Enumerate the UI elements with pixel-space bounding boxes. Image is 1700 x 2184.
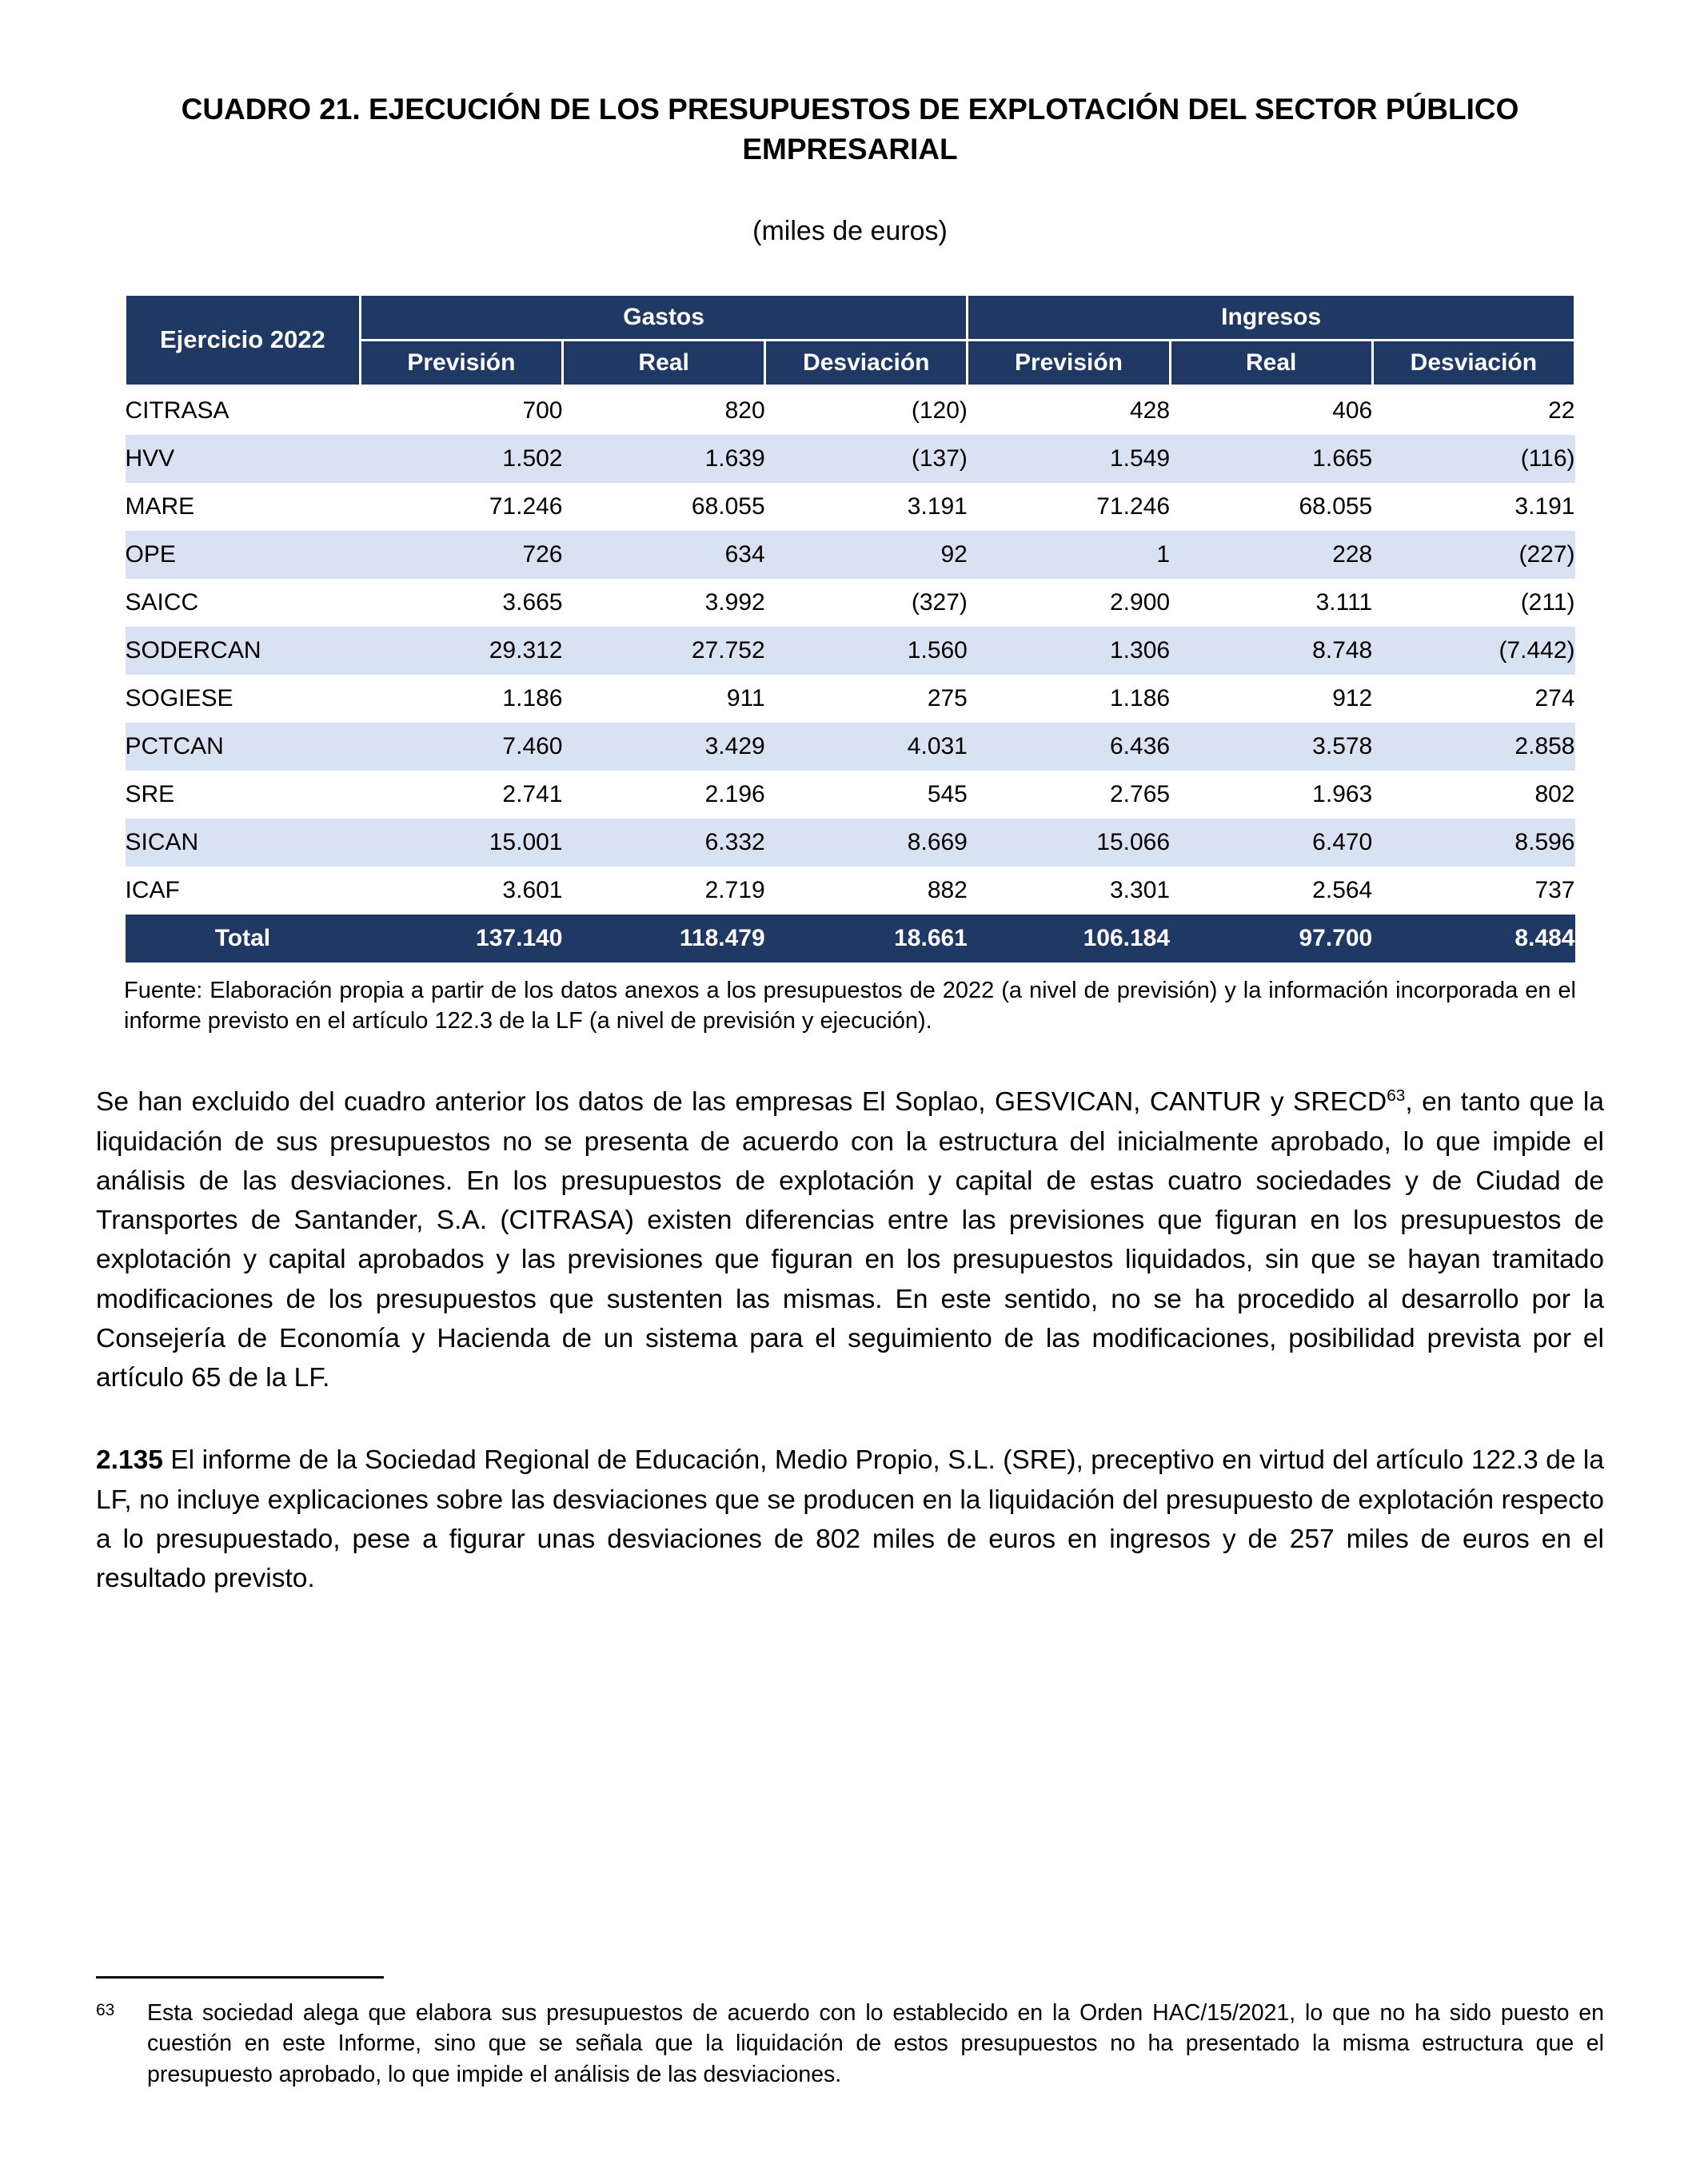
value-cell: 700 — [522, 397, 563, 424]
value-cell: 3.665 — [502, 588, 563, 616]
company-name-cell: SAICC — [125, 588, 199, 616]
value-cell: 68.055 — [691, 492, 765, 520]
value-cell: (227) — [1372, 531, 1574, 579]
value-cell: 911 — [726, 684, 765, 711]
table-row — [126, 579, 1575, 627]
table-body — [126, 385, 1575, 962]
table-row — [126, 771, 1575, 819]
footnote-63 — [96, 1998, 1604, 2090]
value-cell: 726 — [360, 531, 562, 579]
column-header-real-ingresos: Real — [1170, 340, 1372, 385]
total-value-cell: 118.479 — [563, 915, 765, 962]
value-cell: 802 — [1534, 780, 1575, 807]
table-row — [126, 385, 1575, 435]
budget-execution-table — [124, 293, 1576, 962]
value-cell: (116) — [1372, 435, 1574, 483]
footnote-reference: 63 — [1387, 1086, 1406, 1106]
total-value-cell: 97.700 — [1170, 915, 1372, 962]
value-cell: 2.858 — [1372, 723, 1574, 771]
total-value-cell: 18.661 — [765, 915, 968, 962]
table-total-row — [126, 915, 1575, 962]
value-cell: 1.186 — [1109, 684, 1171, 711]
value-cell: 2.196 — [704, 780, 765, 807]
value-cell: 428 — [1130, 397, 1171, 424]
table-row — [126, 435, 1575, 483]
value-cell: 228 — [1170, 531, 1372, 579]
value-cell: 6.470 — [1170, 819, 1372, 867]
value-cell: 4.031 — [765, 723, 968, 771]
value-cell: 8.669 — [765, 819, 968, 867]
table-row — [126, 483, 1575, 531]
value-cell: 6.332 — [563, 819, 765, 867]
paragraph-text: El informe de la Sociedad Regional de Educación, Medio Propio, S.L. (SRE), preceptivo en virtud del artículo 122.3 de la LF, no incluye explicaciones sobre las desviaciones que se producen en la liquidación del presupuesto de explotación respecto a lo presupuestado, pese a figurar unas desviaciones de 802 miles de euros en ingresos y de 257 miles de euros en el resultado previsto. — [96, 1445, 1604, 1593]
value-cell: 882 — [927, 876, 968, 903]
value-cell: 15.066 — [968, 819, 1170, 867]
column-header-desviacion-gastos: Desviación — [765, 340, 968, 385]
company-name-cell: SICAN — [126, 819, 361, 867]
value-cell: (7.442) — [1372, 627, 1574, 675]
value-cell: 1.963 — [1312, 780, 1373, 807]
table-row — [126, 819, 1575, 867]
company-name-cell: SOGIESE — [125, 684, 233, 711]
value-cell: 3.191 — [907, 492, 968, 520]
paragraph-2-135 — [96, 1441, 1604, 1598]
value-cell: (137) — [765, 435, 968, 483]
value-cell: 3.578 — [1170, 723, 1372, 771]
value-cell: 2.900 — [1109, 588, 1171, 616]
value-cell: 8.748 — [1170, 627, 1372, 675]
company-name-cell: ICAF — [125, 876, 180, 903]
company-name-cell: SODERCAN — [126, 627, 361, 675]
column-header-desviacion-ingresos: Desviación — [1372, 340, 1574, 385]
value-cell: 6.436 — [968, 723, 1170, 771]
paragraph-text: , en tanto que la liquidación de sus presupuestos no se presenta de acuerdo con la estructura del inicialmente aprobado, lo que impide el análisis de las desviaciones. En los presupuestos de explotación y capital de estas cuatro sociedades y de Ciudad de Transportes de Santander, S.A. (CITRASA) existen diferencias entre las previsiones que figuran en los presupuestos de explotación y capital aprobados y las previsiones que figuran en los presupuestos liquidados, sin que se hayan tramitado modificaciones de los presupuestos que sustenten las mismas. En este sentido, no se ha procedido al desarrollo por la Consejería de Economía y Hacienda de un sistema para el seguimiento de las modificaciones, posibilidad prevista por el artículo 65 de la LF. — [96, 1087, 1604, 1393]
value-cell: 15.001 — [360, 819, 562, 867]
table-row — [126, 723, 1575, 771]
value-cell: (120) — [911, 397, 968, 424]
value-cell: 2.765 — [1109, 780, 1171, 807]
value-cell: 275 — [927, 684, 968, 711]
value-cell: 820 — [724, 397, 765, 424]
value-cell: 1.186 — [502, 684, 563, 711]
value-cell: 406 — [1332, 397, 1373, 424]
value-cell: 29.312 — [360, 627, 562, 675]
column-header-prevision-ingresos: Previsión — [968, 340, 1170, 385]
total-value-cell: 8.484 — [1372, 915, 1574, 962]
value-cell: 92 — [765, 531, 968, 579]
total-value-cell: 137.140 — [360, 915, 562, 962]
value-cell: 1.665 — [1170, 435, 1372, 483]
value-cell: 1.560 — [765, 627, 968, 675]
footnote-number: 63 — [96, 2000, 115, 2019]
value-cell: 2.564 — [1312, 876, 1373, 903]
value-cell: 634 — [563, 531, 765, 579]
corner-header: Ejercicio 2022 — [126, 294, 361, 385]
value-cell: 71.246 — [489, 492, 563, 520]
group-header-gastos: Gastos — [360, 294, 968, 340]
value-cell: (211) — [1520, 588, 1575, 616]
table-header — [126, 294, 1575, 385]
value-cell: 3.111 — [1315, 588, 1373, 616]
footnote-separator — [96, 1976, 384, 1979]
table-row — [126, 675, 1575, 723]
value-cell: 22 — [1548, 397, 1575, 424]
total-label-cell: Total — [126, 915, 361, 962]
value-cell: 7.460 — [360, 723, 562, 771]
table-row — [126, 531, 1575, 579]
value-cell: 2.741 — [502, 780, 563, 807]
column-header-real-gastos: Real — [563, 340, 765, 385]
value-cell: 1.639 — [563, 435, 765, 483]
table-row — [126, 867, 1575, 915]
paragraph-number: 2.135 — [96, 1445, 163, 1476]
company-name-cell: PCTCAN — [126, 723, 361, 771]
total-value-cell: 106.184 — [968, 915, 1170, 962]
page-title: CUADRO 21. EJECUCIÓN DE LOS PRESUPUESTOS DE EXPLOTACIÓN DEL SECTOR PÚBLICO EMPRESARIAL — [181, 93, 1519, 165]
company-name-cell: HVV — [126, 435, 361, 483]
value-cell: 1 — [968, 531, 1170, 579]
value-cell: 1.306 — [968, 627, 1170, 675]
value-cell: (327) — [911, 588, 968, 616]
value-cell: 3.191 — [1514, 492, 1575, 520]
value-cell: 8.596 — [1372, 819, 1574, 867]
value-cell: 3.992 — [704, 588, 765, 616]
company-name-cell: MARE — [125, 492, 195, 520]
value-cell: 3.601 — [502, 876, 563, 903]
company-name-cell: SRE — [125, 780, 175, 807]
value-cell: 3.301 — [1109, 876, 1171, 903]
value-cell: 3.429 — [563, 723, 765, 771]
value-cell: 1.502 — [360, 435, 562, 483]
value-cell: 912 — [1332, 684, 1373, 711]
company-name-cell: CITRASA — [125, 397, 229, 424]
value-cell: 68.055 — [1299, 492, 1373, 520]
value-cell: 27.752 — [563, 627, 765, 675]
paragraph-text: Se han excluido del cuadro anterior los datos de las empresas El Soplao, GESVICAN, CANTUR y SRECD — [96, 1087, 1387, 1118]
value-cell: 737 — [1534, 876, 1575, 903]
footnote-area — [96, 1976, 1604, 2090]
value-cell: 274 — [1534, 684, 1575, 711]
group-header-ingresos: Ingresos — [968, 294, 1575, 340]
paragraph-exclusions — [96, 1082, 1604, 1397]
company-name-cell: OPE — [126, 531, 361, 579]
table-source-note: Fuente: Elaboración propia a partir de los datos anexos a los presupuestos de 2022 (a nivel de previsión) y la información incorporada en el informe previsto en el artículo 122.3 de la LF (a nivel de previsión y ejecución). — [124, 977, 1576, 1034]
value-cell: 2.719 — [704, 876, 765, 903]
footnote-text: Esta sociedad alega que elabora sus presupuestos de acuerdo con lo establecido en la Orden HAC/15/2021, lo que no ha sido puesto en cuestión en este Informe, sino que se señala que la liquidación de estos presupuestos no ha presentado la misma estructura que el presupuesto aprobado, lo que impide el análisis de las desviaciones. — [147, 1999, 1604, 2087]
page-subtitle: (miles de euros) — [752, 215, 948, 246]
value-cell: 1.549 — [968, 435, 1170, 483]
value-cell: 71.246 — [1096, 492, 1171, 520]
column-header-prevision-gastos: Previsión — [360, 340, 562, 385]
value-cell: 545 — [927, 780, 968, 807]
table-row — [126, 627, 1575, 675]
